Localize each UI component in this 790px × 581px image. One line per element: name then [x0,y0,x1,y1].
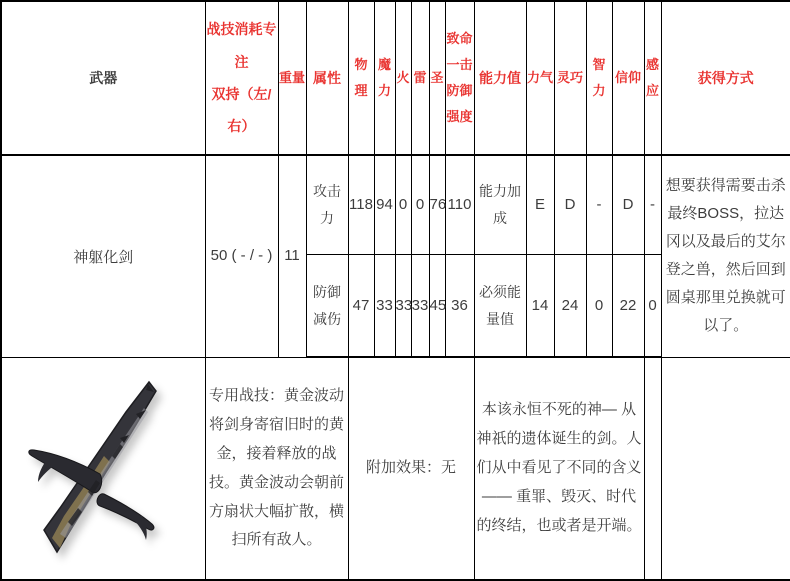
empty-cell-acquisition-column [661,357,790,580]
header-skill-cost-line1: 战技消耗专注 [206,21,277,70]
scaling-dexterity: D [554,155,586,255]
header-physical: 物理 [348,1,374,155]
passive-effect: 附加效果：无 [348,357,474,580]
weapon-skill-cost-value: 50 ( - / - ) [205,155,278,358]
guard-magic: 33 [374,255,395,357]
acquisition-text: 想要获得需要击杀最终BOSS，拉达冈以及最后的艾尔登之兽，然后回到圆桌那里兑换就可以了。 [661,155,790,358]
header-lightning: 雷 [411,1,429,155]
skill-description: 专用战技：黄金波动将剑身寄宿旧时的黄金，接着释放的战技。黄金波动会朝前方扇状大幅扩散，横扫所有敌人。 [205,357,348,580]
requirement-intelligence: 0 [586,255,612,357]
attack-label: 攻击力 [306,155,348,255]
scaling-arcane: - [644,155,661,255]
guard-fire: 33 [395,255,411,357]
header-ability-value: 能力值 [474,1,526,155]
attack-fire: 0 [395,155,411,255]
scaling-intelligence: - [586,155,612,255]
requirements-label: 必须能量值 [474,255,526,357]
header-weight: 重量 [278,1,306,155]
header-holy: 圣 [429,1,445,155]
attack-holy: 76 [429,155,445,255]
description-row [1,357,790,580]
attack-row [1,155,790,255]
header-skill-cost-line2: 双持（左/右） [211,85,272,134]
guard-label: 防御减伤 [306,255,348,357]
guard-physical: 47 [348,255,374,357]
lore-text: 本该永恒不死的神— 从神祇的遗体诞生的剑。人们从中看见了不同的含义—— 重罪、毁灭、时代的终结，也或者是开端。 [474,357,644,580]
requirement-faith: 22 [612,255,644,357]
table-header-row [1,1,790,155]
guard-critical: 36 [445,255,474,357]
scaling-label: 能力加成 [474,155,526,255]
weapon-name: 神躯化剑 [1,155,205,358]
requirement-strength: 14 [526,255,554,357]
header-skill-cost [205,1,278,155]
weapon-weight-value: 11 [278,155,306,358]
requirement-dexterity: 24 [554,255,586,357]
guard-holy: 45 [429,255,445,357]
header-acquisition: 获得方式 [661,1,790,155]
header-magic: 魔力 [374,1,395,155]
header-critical [445,1,474,155]
attack-critical: 110 [445,155,474,255]
scaling-strength: E [526,155,554,255]
greatsword-icon [8,366,198,574]
guard-lightning: 33 [411,255,429,357]
header-dexterity: 灵巧 [554,1,586,155]
requirement-arcane: 0 [644,255,661,357]
attack-lightning: 0 [411,155,429,255]
attack-physical: 118 [348,155,374,255]
scaling-faith: D [612,155,644,255]
empty-cell-arcane-column [644,357,661,580]
header-weapon: 武器 [1,1,205,155]
header-attribute: 属性 [306,1,348,155]
attack-magic: 94 [374,155,395,255]
header-fire: 火 [395,1,411,155]
weapon-image-cell [1,357,205,580]
header-arcane: 感应 [644,1,661,155]
header-intelligence: 智力 [586,1,612,155]
header-faith: 信仰 [612,1,644,155]
header-strength: 力气 [526,1,554,155]
header-critical-line1: 致命一击 [446,30,473,72]
header-critical-line2: 防御强度 [446,82,473,124]
